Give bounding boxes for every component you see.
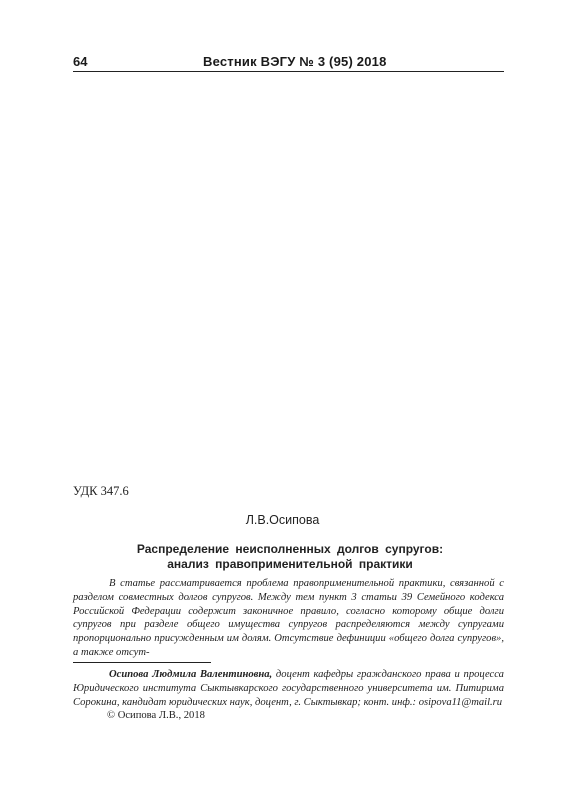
author-footnote <box>73 668 504 709</box>
journal-title: Вестник ВЭГУ № 3 (95) 2018 <box>203 54 387 69</box>
header-rule <box>73 71 504 72</box>
footnote-author-name: Осипова Людмила Валентиновна, <box>109 669 273 680</box>
copyright-notice: © Осипова Л.В., 2018 <box>107 710 205 721</box>
article-title <box>90 542 490 572</box>
title-line-2: анализ правоприменительной практики <box>167 557 413 571</box>
page-number: 64 <box>73 54 88 69</box>
footnote-rule <box>73 662 211 663</box>
running-header <box>73 51 504 73</box>
footnote-author-info: доцент кафедры гражданского права и процесса Юридического института Сыктывкарского государственного университета им. Питирима Сорокина, кандидат юридических наук, доцент, г. Сыктывкар; конт. инф.: osipova11@mail.ru <box>73 669 504 708</box>
article-author: Л.В.Осипова <box>245 513 320 527</box>
abstract-text: В статье рассматривается проблема правоприменительной практики, связанной с разделом совместных долгов супругов. Между тем пункт 3 статьи 39 Семейного кодекса Российской Федерации содержит законичное правило, согласно которому общие долги супругов при разделе общего имущества супругов распределяются между супругами пропорционально присужденным им долям. Отсутствие дефиниции «общего долга супругов», а также отсут- <box>73 578 504 658</box>
udk-code: УДК 347.6 <box>73 484 129 498</box>
title-line-1: Распределение неисполненных долгов супругов: <box>136 542 444 556</box>
